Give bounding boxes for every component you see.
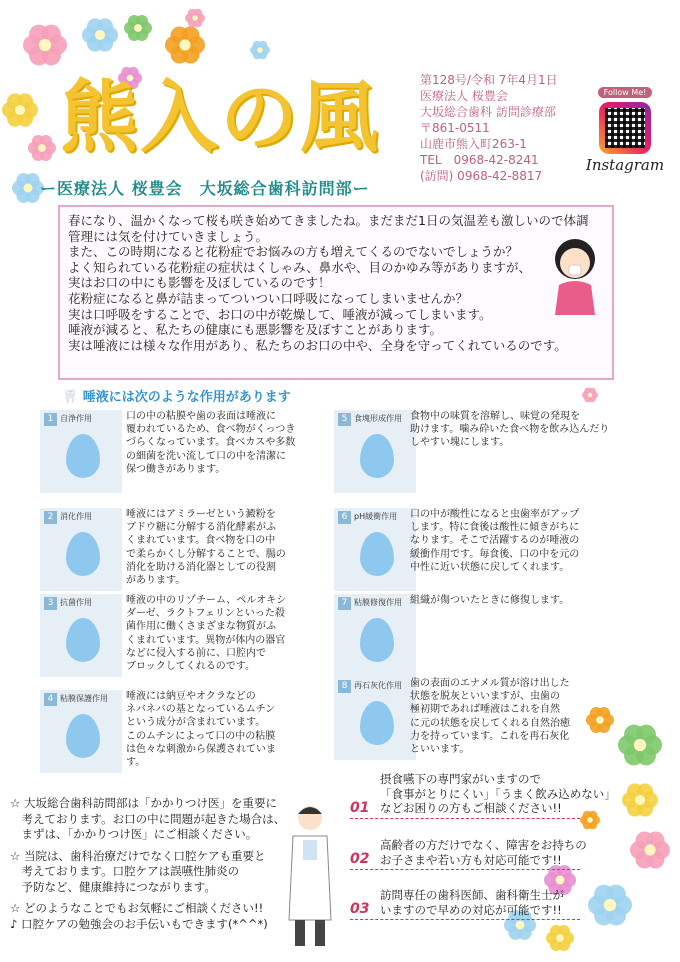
card-tag [44,511,92,524]
saliva-drop-icon [66,714,100,758]
card-text-line: の細菌を洗い流して口の中を清潔に [126,450,286,462]
card-description [410,410,609,450]
card-description [126,690,276,769]
card-text-line: 状態を脱灰といいますが、虫歯の [410,691,560,703]
card-text-line: 口の中が酸性になると虫歯率がアップ [410,509,580,520]
card-text-line: す。 [126,757,146,769]
flower-icon [622,783,658,816]
clinic-notes [10,796,285,932]
card-text-line: ブロックしてくれるのです。 [126,661,255,673]
dashed-divider [350,919,580,920]
newsletter-title: 熊入の風 [60,72,381,163]
service-point-line: 摂食嚥下の専門家がいますので [380,772,541,786]
card-illustration [334,508,416,591]
card-text-line: 食物中の味質を溶解し、味覚の発現を [410,411,580,422]
saliva-drop-icon [66,532,100,576]
card-tag-label: 消化作用 [60,512,92,521]
flower-icon [2,93,38,126]
instagram-block[interactable] [585,80,665,174]
card-text-line: 組織が傷ついたときに修復します。 [410,595,570,606]
card-tag [338,413,402,426]
intro-line: 実は口呼吸をすることで、お口の中が乾燥して、唾液が減ってしまいます。 [68,306,492,322]
card-number: 5 [338,413,351,426]
card-text-line: ブドウ糖に分解する消化酵素がふ [126,522,276,534]
service-point-text [380,772,616,816]
intro-line: 唾液が減ると、私たちの健康にも悪影響を及ぼすことがあります。 [68,322,443,338]
flower-icon [124,15,152,41]
card-text-line: づらくなっています。食べカスや多数 [126,437,296,449]
card-number: 6 [338,511,351,524]
service-point-text [380,838,587,867]
issue-info [420,72,558,184]
service-point-text [380,888,564,917]
intro-line: よく知られている花粉症の症状はくしゃみ、鼻水や、目のかゆみ等がありますが、 [68,259,532,275]
card-text-line: 助けます。噛み砕いた食べ物を飲み込んだり [410,424,610,436]
card-description [126,508,286,587]
card-text-line: 極初期であれば唾液はこれを自然 [410,704,560,716]
follow-me-badge: Follow Me! [598,87,653,98]
flower-icon [28,135,56,161]
card-text-line: 緩衝作用です。毎食後、口の中を元の [410,548,580,560]
card-tag [338,680,402,693]
instagram-qr-code[interactable] [599,102,651,154]
postal-code: 〒861-0511 [420,121,490,135]
card-illustration [334,677,416,760]
saliva-drop-icon [360,618,394,662]
card-text-line: ネバネバの基となっているムチン [126,704,276,716]
visit-tel-number: (訪問) 0968-42-8817 [420,169,543,183]
issue-number: 第128号/令和 7年4月1日 [420,73,558,87]
card-text-line: で柔らかくし分解することで、腸の [126,548,286,560]
card-text-line: は色々な刺激から保護されていま [126,743,276,755]
card-number: 3 [44,597,57,610]
intro-line: 花粉症になると鼻が詰まってついつい口呼吸になってしまいませんか？ [68,290,469,306]
card-illustration [40,410,122,493]
card-illustration [40,690,122,773]
card-illustration [40,508,122,591]
card-text-line: といいます。 [410,744,470,756]
address: 山鹿市熊入町263-1 [420,137,527,151]
card-number: 1 [44,413,57,426]
card-text-line: くまれています。食べ物を口の中 [126,535,276,547]
card-tag-label: 食塊形成作用 [354,414,402,423]
note-line: 考えております。お口の中に問題が起きた場合は、 [10,811,286,826]
card-text-line: 唾液の中のリゾチーム、ペルオキシ [126,595,287,606]
card-description [410,508,579,574]
card-text-line: という成分が含まれています。 [126,717,266,729]
note-line: ☆ 当院は、歯科治療だけでなく口腔ケアも重要と [10,848,266,863]
dept-name: 大坂総合歯科 訪問診療部 [420,105,556,119]
note-line: ☆ 大坂総合歯科訪問部は「かかりつけ医」を重要に [10,796,277,810]
saliva-drop-icon [66,434,100,478]
card-tag [44,413,92,426]
flower-icon [582,388,598,403]
intro-line: 春になり、温かくなって桜も咲き始めてきましたね。まだまだ1日の気温差も激しいので体調 [68,213,589,228]
card-tag [44,693,108,706]
card-number: 2 [44,511,57,524]
card-number: 4 [44,693,57,706]
card-text-line: 覆われているため、食べ物がくっつき [126,424,296,436]
card-tag [338,597,402,610]
card-description [126,410,295,476]
service-point-line: 「食事がとりにくい」「うまく飲み込めない」 [380,786,616,801]
flower-icon [618,725,662,766]
card-text-line: 中性に近い状態に戻してくれます。 [410,561,570,573]
card-illustration [40,594,122,677]
service-point-line: などお困りの方もご相談ください!! [380,801,562,815]
service-point-line: いますので早めの対応が可能です!! [380,902,562,917]
intro-line: また、この時期になると花粉症でお悩みの方も増えてくるのでないでしょうか？ [68,244,519,260]
card-text-line: 保つ働きがあります。 [126,463,226,475]
card-tag-label: 粘膜保護作用 [60,694,108,703]
saliva-drop-icon [360,532,394,576]
service-point-number: 03 [350,901,370,917]
note-line: ☆ どのようなことでもお気軽にご相談ください!! [10,901,264,915]
service-point-line: 高齢者の方だけでなく、障害をお持ちの [380,838,587,852]
card-tag-label: pH緩衝作用 [354,512,398,521]
card-tag-label: 自浄作用 [60,414,92,423]
card-description [126,594,286,673]
card-text-line: 消化を助ける消化器としての役割 [126,561,276,573]
flower-icon [185,9,205,28]
dashed-divider [350,818,580,819]
card-text-line: があります。 [126,575,186,587]
card-illustration [334,594,416,677]
card-description [410,677,570,756]
note-line: ♪ 口腔ケアの勉強会のお手伝いもできます(*^^*) [10,916,268,931]
card-text-line: などに侵入する前に、口腔内で [126,647,266,659]
card-text-line: に元の状態を戻してくれる自然治癒 [410,717,570,729]
intro-line: 管理には気を付けていきましょう。 [68,228,269,244]
newsletter-subtitle: ー医療法人 桜豊会 大坂総合歯科訪問部ー [40,179,370,198]
flower-icon [630,831,670,868]
flower-icon [82,18,118,51]
intro-line: 実はお口の中にも影響を及ぼしているのです！ [68,275,331,291]
service-point-number: 01 [350,799,370,816]
card-text-line: 菌作用に働くさまざまな物質がふ [126,621,276,633]
flower-icon [546,925,574,951]
tel-number: TEL 0968-42-8241 [420,153,539,167]
section-title: 🦷 唾液には次のような作用があります [62,390,291,405]
flower-icon [586,707,614,733]
card-description [410,594,569,607]
flower-icon [588,885,632,926]
card-tag [338,511,397,524]
note-line: 考えております。口腔ケアは誤嚥性肺炎の [10,864,240,878]
tooth-icon: 🦷 [62,390,79,405]
card-text-line: 力を持っています。これを再石灰化 [410,730,570,742]
saliva-drop-icon [360,701,394,745]
service-point-line: お子さまや若い方も対応可能です!! [380,852,562,867]
card-text-line: します。特に食後は酸性に傾きがちに [410,522,580,534]
card-illustration [334,410,416,493]
intro-line: 実は唾液には様々な作用があり、私たちのお口の中や、全身を守ってくれているのです。 [68,337,567,353]
card-tag-label: 再石灰化作用 [354,681,402,690]
doctor-illustration [285,800,335,950]
card-text-line: くまれています。異物が体内の器官 [126,634,286,646]
card-text-line: なります。そこで活躍するのが唾液の [410,535,580,547]
service-point-line: 訪問専任の歯科医師、歯科衛生士が [380,888,564,902]
card-number: 8 [338,680,351,693]
card-text-line: 唾液には納豆やオクラなどの [126,691,256,702]
card-tag [44,597,92,610]
card-text-line: ダーゼ、ラクトフェリンといった殺 [126,608,285,620]
org-name: 医療法人 桜豊会 [420,89,508,103]
card-text-line: 唾液にはアミラーゼという澱粉を [126,509,276,520]
card-text-line: 口の中の粘膜や歯の表面は唾液に [126,411,276,422]
card-text-line: しやすい塊にします。 [410,437,510,449]
service-point-number: 02 [350,851,370,867]
saliva-drop-icon [66,618,100,662]
instagram-label: Instagram [585,156,665,174]
sneezing-girl-illustration [545,235,605,315]
dashed-divider [350,869,580,870]
card-tag-label: 抗菌作用 [60,598,92,607]
card-number: 7 [338,597,351,610]
card-tag-label: 粘膜修復作用 [354,598,402,607]
note-line: まずは、「かかりつけ医」にご相談ください。 [10,827,258,841]
note-line: 予防など、健康維持につながります。 [10,879,216,894]
card-text-line: 歯の表面のエナメル質が溶け出した [410,678,570,689]
saliva-drop-icon [360,434,394,478]
intro-box [58,205,614,380]
card-text-line: このムチンによって口の中の粘膜 [126,730,276,742]
